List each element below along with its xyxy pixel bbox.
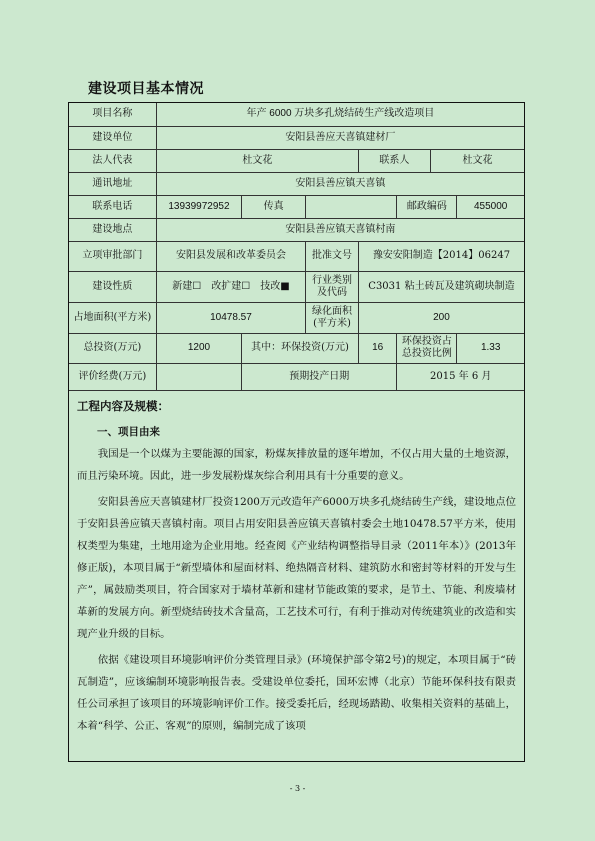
- legal-rep-label: 法人代表: [69, 149, 156, 172]
- fax-value: [306, 195, 397, 218]
- page-heading: 建设项目基本情况: [88, 81, 204, 97]
- contact-label: 联系人: [358, 149, 430, 172]
- env-ratio-value: 1.33: [457, 333, 524, 363]
- postcode-label: 邮政编码: [397, 195, 457, 218]
- construction-unit-label: 建设单位: [69, 126, 156, 149]
- section-title: 工程内容及规模：: [77, 398, 169, 413]
- approval-no-value: 豫安安阳制造【2014】06247: [358, 241, 524, 271]
- contact-value: 杜文花: [430, 149, 524, 172]
- paragraph-2: 安阳县善应天喜镇建材厂投资1200万元改造年产6000万块多孔烧结砖生产线，建设地点位于安阳县善应镇天喜镇村南。项目占用安阳县善应镇天喜镇村委会土地10478.57平方米，使用权类型为集建，土地用途为企业用地。经查阅《产业结构调整指导目录（2011年本）》(2013年修正版)，本项目属于“新型墙体和屋面材料、绝热隔音材料、建筑防水和密封等材料的开发与生产”，属鼓励类项目，符合国家对于墙材革新和建材节能政策的要求，是节土、节能、利废墙材革新的发展方向。新型烧结砖技术含量高，工艺技术可行，有利于推动对传统建筑业的改造和实现产业升级的目标。: [77, 495, 516, 640]
- phone-label: 联系电话: [69, 195, 156, 218]
- eval-fee-value: [156, 363, 241, 390]
- phone-value: 13939972952: [156, 195, 241, 218]
- eval-fee-label: 评价经费(万元): [69, 363, 156, 390]
- project-name-value: 年产 6000 万块多孔烧结砖生产线改造项目: [156, 103, 524, 126]
- approval-dept-value: 安阳县发展和改革委员会: [156, 241, 305, 271]
- industry-value: C3031 粘土砖瓦及建筑砌块制造: [358, 271, 524, 302]
- location-value: 安阳县善应镇天喜镇村南: [156, 218, 524, 241]
- expected-date-value: 2015 年 6 月: [397, 363, 524, 390]
- address-label: 通讯地址: [69, 172, 156, 195]
- legal-rep-value: 杜文花: [156, 149, 358, 172]
- location-label: 建设地点: [69, 218, 156, 241]
- project-name-label: 项目名称: [69, 103, 156, 126]
- investment-label: 总投资(万元): [69, 333, 156, 363]
- env-investment-value: 16: [358, 333, 397, 363]
- address-value: 安阳县善应镇天喜镇: [156, 172, 524, 195]
- approval-dept-label: 立项审批部门: [69, 241, 156, 271]
- area-value: 10478.57: [156, 302, 305, 333]
- industry-label: 行业类别及代码: [306, 271, 359, 302]
- document-frame: [68, 102, 525, 762]
- investment-value: 1200: [156, 333, 241, 363]
- paragraph-3: 依据《建设项目环境影响评价分类管理目录》(环境保护部令第2号)的规定，本项目属于“砖瓦制造”，应该编制环境影响报告表。受建设单位委托，国环宏博（北京）节能环保科技有限责任公司承担了该项目的环境影响评价工作。接受委托后，经现场踏勘、收集相关资料的基础上，本着“科学、公正、客观”的原则，编制完成了该项: [77, 653, 516, 732]
- subsection-title: 一、项目由来: [97, 425, 160, 438]
- nature-label: 建设性质: [69, 271, 156, 302]
- env-ratio-label: 环保投资占总投资比例: [397, 333, 457, 363]
- basic-info-table: [69, 103, 524, 391]
- nature-value: 新建☐ 改扩建☐ 技改■: [156, 271, 305, 302]
- fax-label: 传真: [242, 195, 306, 218]
- env-investment-label: 其中：环保投资(万元): [242, 333, 359, 363]
- expected-date-label: 预期投产日期: [242, 363, 397, 390]
- postcode-value: 455000: [457, 195, 524, 218]
- construction-unit-value: 安阳县善应天喜镇建材厂: [156, 126, 524, 149]
- area-label: 占地面积(平方米): [69, 302, 156, 333]
- approval-no-label: 批准文号: [306, 241, 359, 271]
- green-label: 绿化面积(平方米): [306, 302, 359, 333]
- paragraph-1: 我国是一个以煤为主要能源的国家，粉煤灰排放量的逐年增加，不仅占用大量的土地资源，而且污染环境。因此，进一步发展粉煤灰综合利用具有十分重要的意义。: [77, 447, 516, 482]
- page-number: - 3 -: [289, 784, 306, 793]
- green-value: 200: [358, 302, 524, 333]
